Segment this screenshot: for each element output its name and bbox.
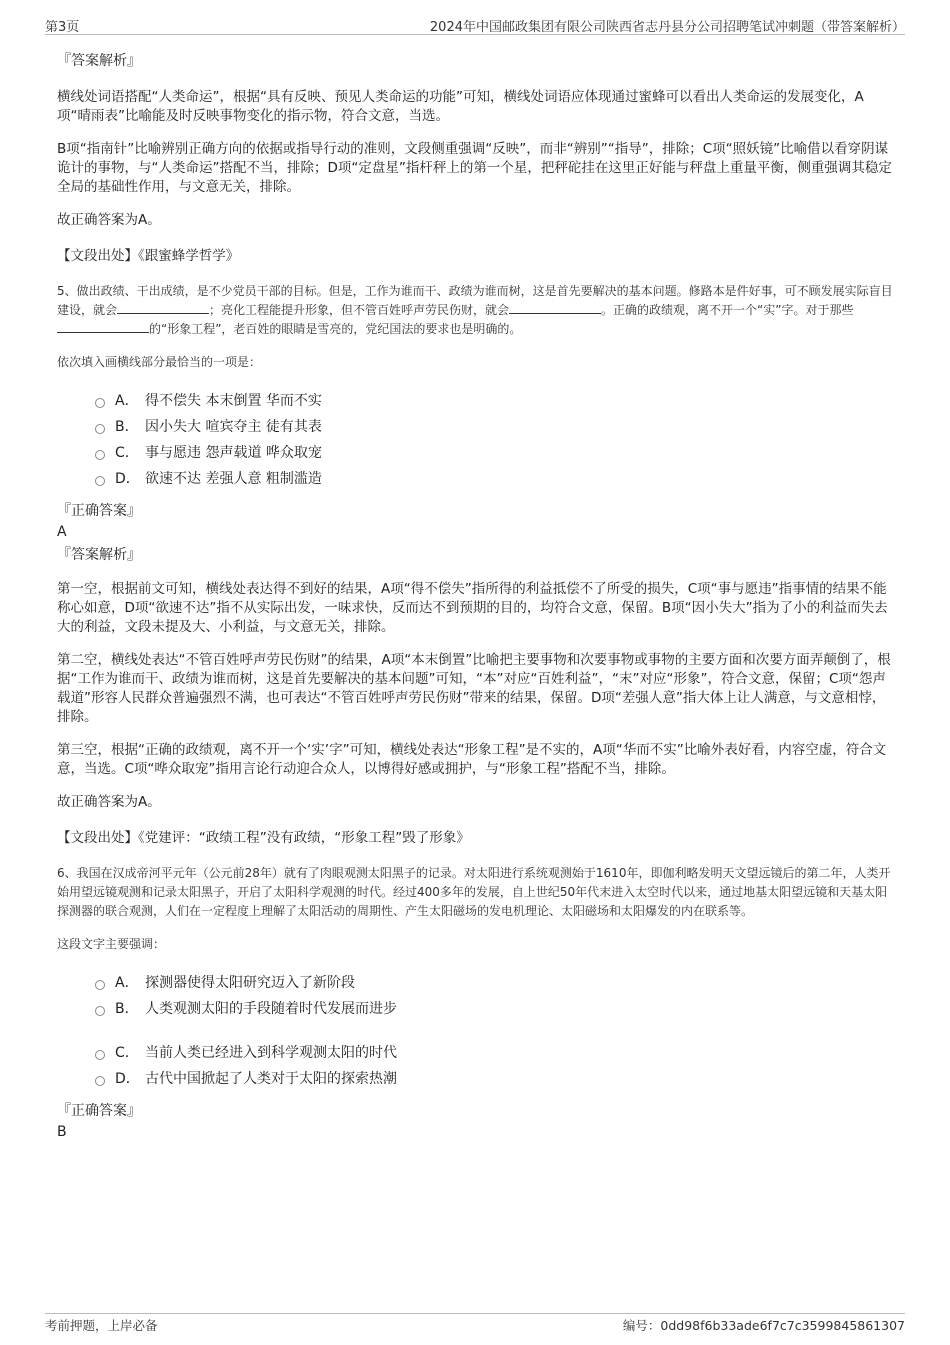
q6-options <box>95 970 893 1092</box>
conclusion: 故正确答案为A。 <box>57 212 161 228</box>
correct-answer: A <box>57 524 67 540</box>
option-c[interactable]: C． 当前人类已经进入到科学观测太阳的时代 <box>95 1040 893 1066</box>
q5-options <box>95 388 893 492</box>
radio-icon[interactable] <box>95 476 105 486</box>
source-citation: 【文段出处】《跟蜜蜂学哲学》 <box>57 248 240 264</box>
question-prompt: 依次填入画横线部分最恰当的一项是： <box>57 355 262 369</box>
answer-tag: 『正确答案』 <box>57 503 141 519</box>
blank-1 <box>117 301 209 314</box>
analysis-tag: 『答案解析』 <box>57 547 141 563</box>
page-number: 第3页 <box>45 20 80 35</box>
analysis-paragraph: B项“指南针”比喻辨别正确方向的依据或指导行动的准则，文段侧重强调“反映”，而非“辨别”“指导”，排除；C项“照妖镜”比喻借以看穿阴谋诡计的事物，与“人类命运”搭配不当，排除；D项“定盘星”指杆秤上的第一个星，把秤砣挂在这里正好能与秤盘上重量平衡，侧重强调其稳定全局的基础性作用，与文意无关，排除。 <box>57 141 892 195</box>
document-code: 编号：0dd98f6b33ade6f7c7c3599845861307 <box>622 1318 905 1333</box>
radio-icon[interactable] <box>95 980 105 990</box>
analysis-paragraph: 横线处词语搭配“人类命运”，根据“具有反映、预见人类命运的功能”可知，横线处词语应体现通过蜜蜂可以看出人类命运的发展变化，A项“晴雨表”比喻能及时反映事物变化的指示物，符合文意，当选。 <box>57 89 864 124</box>
radio-icon[interactable] <box>95 1076 105 1086</box>
radio-icon[interactable] <box>95 1050 105 1060</box>
page-footer <box>45 1313 905 1332</box>
option-d[interactable]: D． 欲速不达 差强人意 粗制滥造 <box>95 466 893 492</box>
radio-icon[interactable] <box>95 398 105 408</box>
radio-icon[interactable] <box>95 424 105 434</box>
option-a[interactable]: A． 得不偿失 本末倒置 华而不实 <box>95 388 893 414</box>
analysis-paragraph: 第一空，根据前文可知，横线处表达得不到好的结果，A项“得不偿失”指所得的利益抵偿不了所受的损失，C项“事与愿违”指事情的结果不能称心如意，D项“欲速不达”指不从实际出发，一味求快，反而达不到预期的目的，均符合文意，保留。B项“因小失大”指为了小的利益而失去大的利益，文段未提及大、小利益，与文意无关，排除。 <box>57 581 888 635</box>
radio-icon[interactable] <box>95 450 105 460</box>
option-c[interactable]: C． 事与愿违 怨声载道 哗众取宠 <box>95 440 893 466</box>
page-header <box>45 14 905 35</box>
footer-slogan: 考前押题，上岸必备 <box>45 1318 158 1333</box>
document-title: 2024年中国邮政集团有限公司陕西省志丹县分公司招聘笔试冲刺题（带答案解析） <box>429 20 905 35</box>
option-b[interactable]: B． 人类观测太阳的手段随着时代发展而进步 <box>95 996 893 1022</box>
option-b[interactable]: B． 因小失大 喧宾夺主 徒有其表 <box>95 414 893 440</box>
option-a[interactable]: A． 探测器使得太阳研究迈入了新阶段 <box>95 970 893 996</box>
analysis-tag: 『答案解析』 <box>57 53 141 69</box>
answer-tag: 『正确答案』 <box>57 1103 141 1119</box>
radio-icon[interactable] <box>95 1006 105 1016</box>
question-6-text: 6、我国在汉成帝河平元年（公元前28年）就有了肉眼观测太阳黑子的记录。对太阳进行系统观测始于1610年，即伽利略发明天文望远镜后的第二年，人类开始用望远镜观测和记录太阳黑子，开启了太阳科学观测的时代。经过400多年的发展，自上世纪50年代末进入太空时代以来，通过地基太阳望远镜和天基太阳探测器的联合观测，人们在一定程度上理解了太阳活动的周期性、产生太阳磁场的发电机理论、太阳磁场和太阳爆发的内在联系等。 <box>57 866 891 918</box>
correct-answer: B <box>57 1124 67 1140</box>
conclusion: 故正确答案为A。 <box>57 794 161 810</box>
analysis-paragraph: 第二空，横线处表达“不管百姓呼声劳民伤财”的结果，A项“本末倒置”比喻把主要事物和次要事物或事物的主要方面和次要方面弄颠倒了，根据“工作为谁而干、政绩为谁而树，这是首先要解决的基本问题”可知，“本”对应“百姓利益”，“末”对应“形象”，符合文意，保留；C项“怨声载道”形容人民群众普遍强烈不满，也可表达“不管百姓呼声劳民伤财”带来的结果，保留。D项“差强人意”指大体上让人满意，与文意相悖，排除。 <box>57 652 891 725</box>
option-d[interactable]: D． 古代中国掀起了人类对于太阳的探索热潮 <box>95 1066 893 1092</box>
analysis-paragraph: 第三空，根据“正确的政绩观，离不开一个‘实’字”可知，横线处表达“形象工程”是不实的，A项“华而不实”比喻外表好看，内容空虚，符合文意，当选。C项“哗众取宠”指用言论行动迎合众人，以博得好感或拥护，与“形象工程”搭配不当，排除。 <box>57 742 887 777</box>
blank-2 <box>509 301 601 314</box>
blank-3 <box>57 320 149 333</box>
question-5-text: 5、做出政绩、干出成绩，是不少党员干部的目标。但是，工作为谁而干、政绩为谁而树，这是首先要解决的基本问题。修路本是件好事，可不顾发展实际盲目建设，就会 ；亮化工程能提升形象，但不管百姓呼声劳民伤财，就会 。正确的政绩观，离不开一个“实”字。对于那些的“形象工程”，老百姓的眼睛是雪亮的，党纪国法的要求也是明确的。 <box>57 284 893 336</box>
source-citation: 【文段出处】《党建评：“政绩工程”没有政绩，“形象工程”毁了形象》 <box>57 830 470 846</box>
question-prompt: 这段文字主要强调： <box>57 937 166 951</box>
document-body <box>57 44 893 1144</box>
